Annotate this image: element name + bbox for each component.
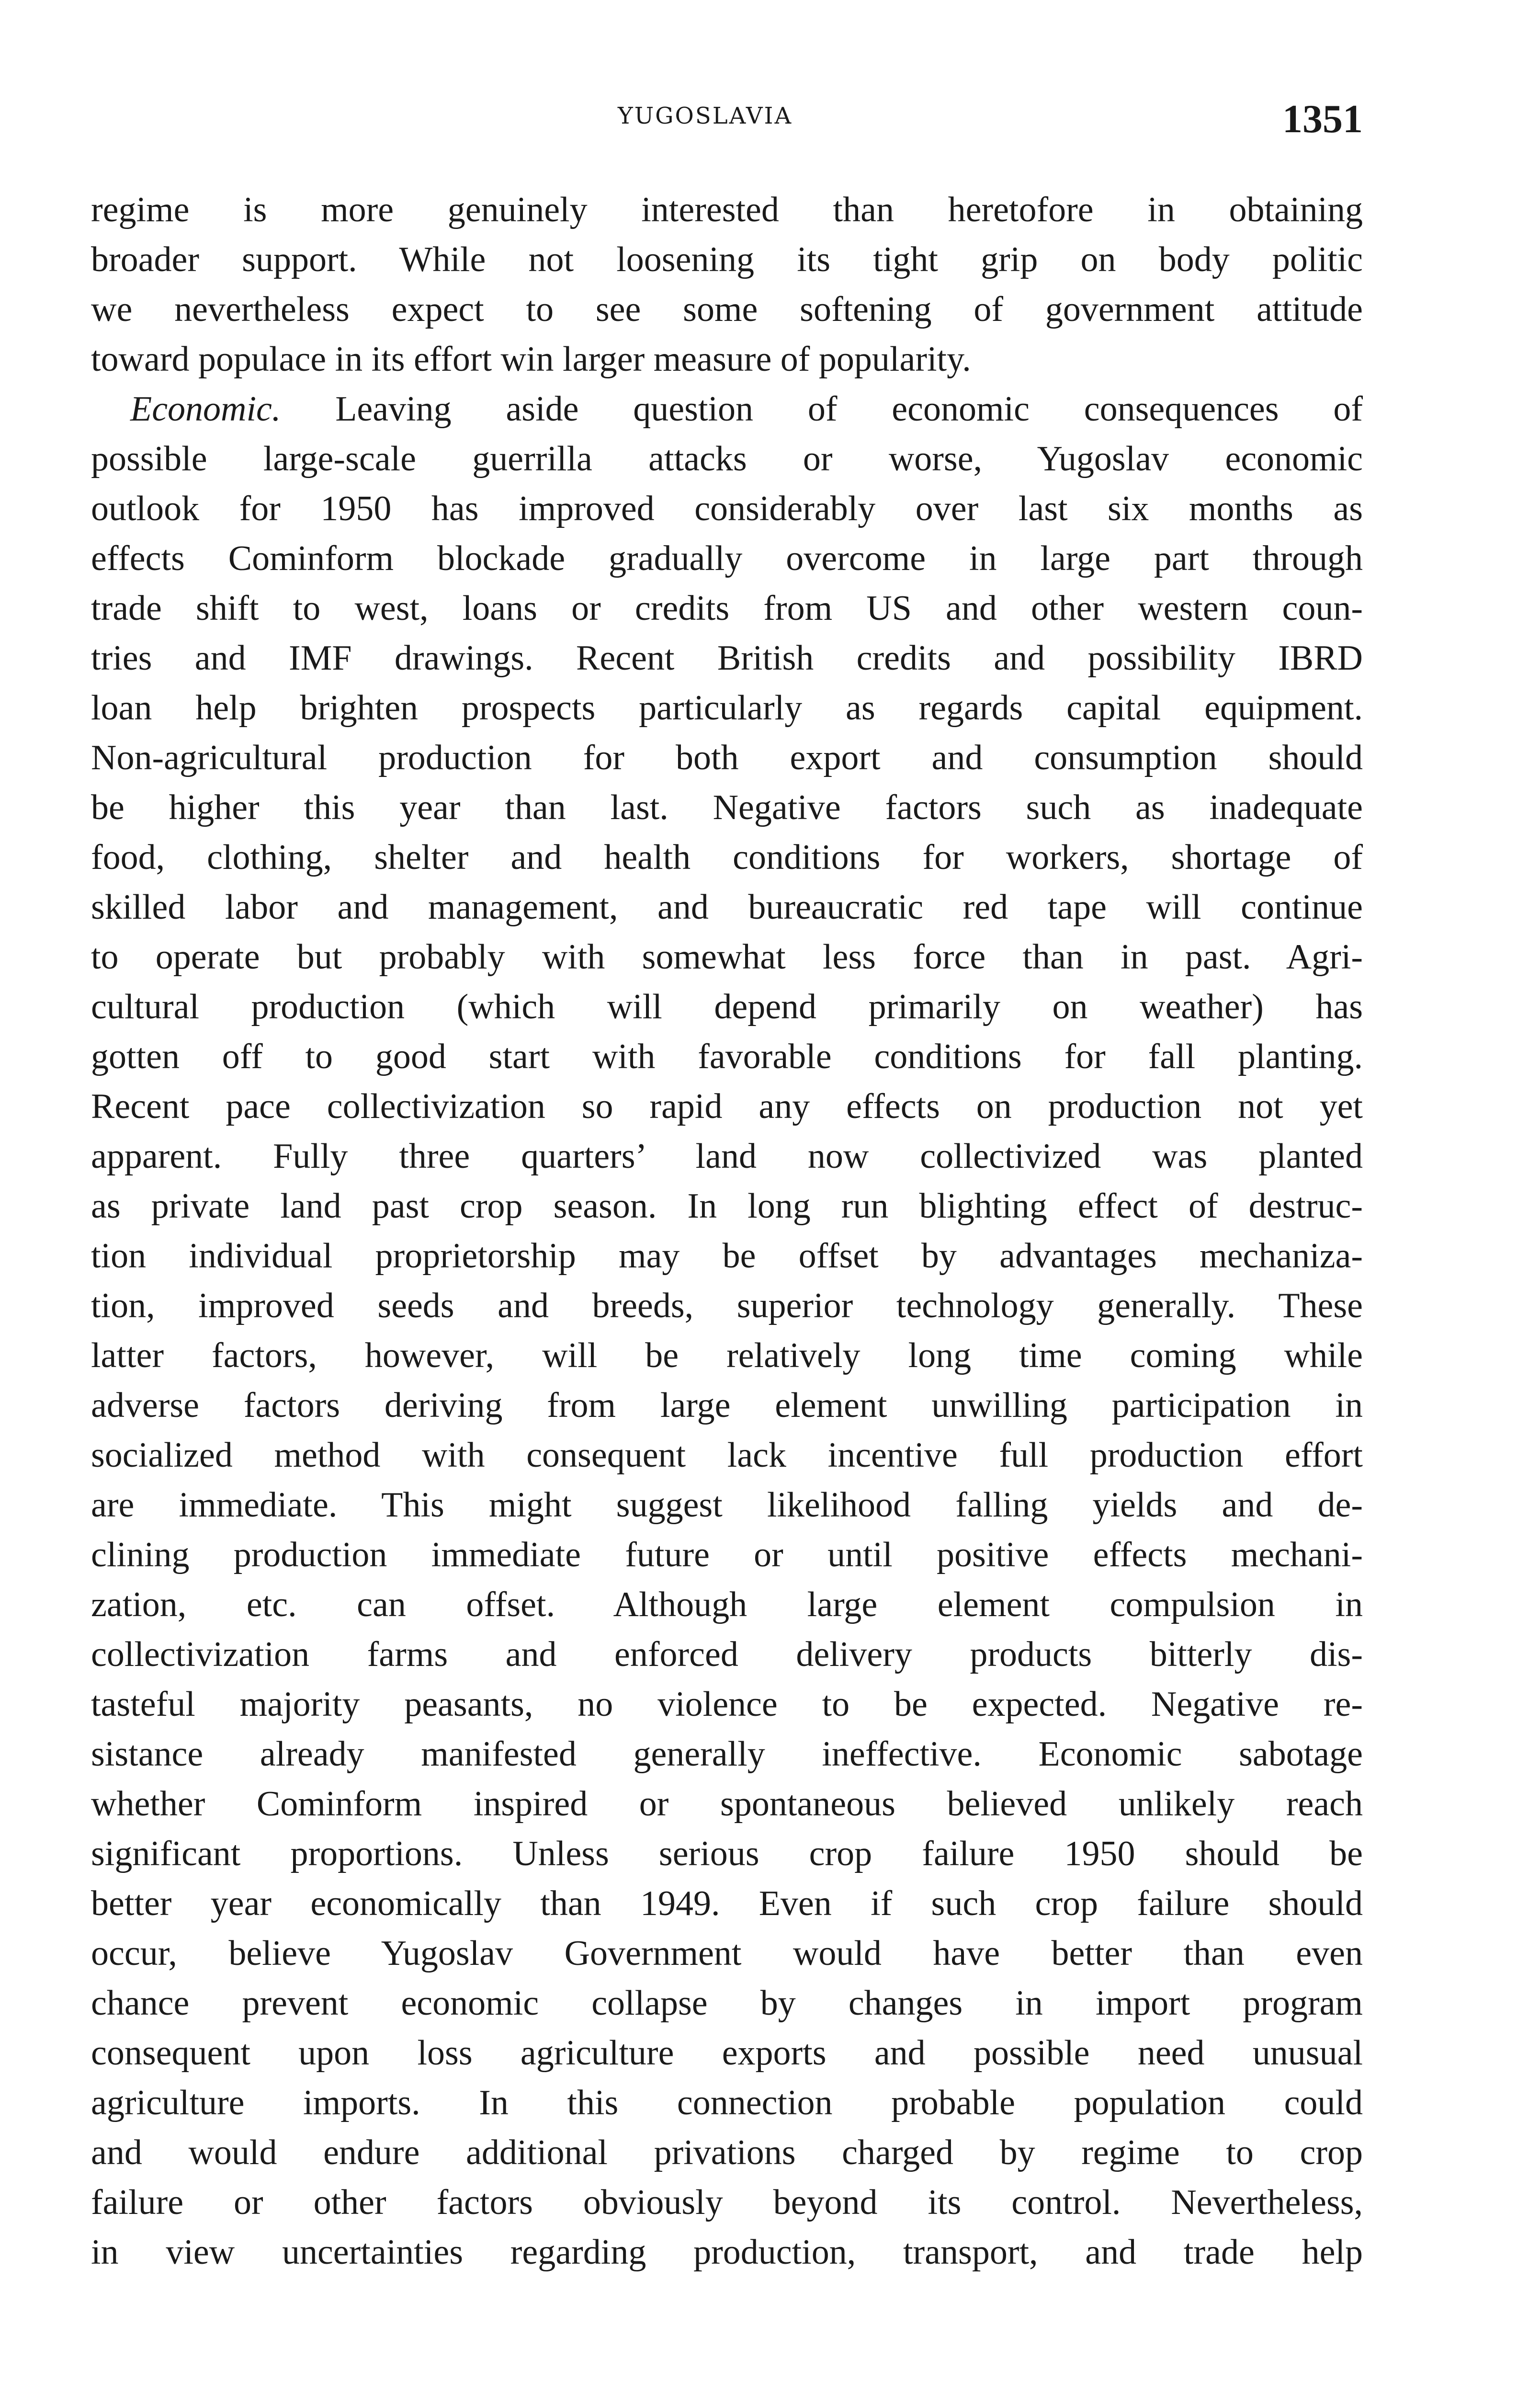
text-line: regime is more genuinely interested than heretofore in obtaining [91, 190, 1363, 229]
page-number: 1351 [1282, 97, 1363, 141]
text-line: to operate but probably with somewhat less force than in past. Agri- [91, 937, 1363, 977]
running-title: YUGOSLAVIA [618, 103, 793, 129]
text-line: tasteful majority peasants, no violence to be expected. Negative re- [91, 1685, 1363, 1724]
text-line: possible large-scale guerrilla attacks or worse, Yugoslav economic [91, 439, 1363, 479]
text-line: we nevertheless expect to see some softening of government attitude [91, 290, 1363, 329]
text-line: occur, believe Yugoslav Government would have better than even [91, 1934, 1363, 1973]
text-line: are immediate. This might suggest likelihood falling yields and de- [91, 1485, 1363, 1525]
text-line: tion, improved seeds and breeds, superior technology generally. These [91, 1286, 1363, 1325]
text-line: skilled labor and management, and bureaucratic red tape will continue [91, 888, 1363, 927]
text-line: as private land past crop season. In long run blighting effect of destruc- [91, 1186, 1363, 1226]
text-line: trade shift to west, loans or credits from US and other western coun- [91, 589, 1363, 628]
text-line: be higher this year than last. Negative factors such as inadequate [91, 788, 1363, 827]
text-line: zation, etc. can offset. Although large element compulsion in [91, 1585, 1363, 1624]
text-line: toward populace in its effort win larger measure of popularity. [91, 340, 971, 379]
text-line: agriculture imports. In this connection probable population could [91, 2083, 1363, 2122]
text-line: latter factors, however, will be relatively long time coming while [91, 1336, 1363, 1375]
economic-heading: Economic. [130, 389, 281, 429]
text-line: broader support. While not loosening its tight grip on body politic [91, 240, 1363, 279]
text-line: and would endure additional privations charged by regime to crop [91, 2133, 1363, 2172]
text-line: Recent pace collectivization so rapid any effects on production not yet [91, 1087, 1363, 1126]
text-line: outlook for 1950 has improved considerably over last six months as [91, 489, 1363, 528]
economic-paragraph-start [91, 384, 1363, 434]
text-line: whether Cominform inspired or spontaneous believed unlikely reach [91, 1784, 1363, 1824]
text-line: tion individual proprietorship may be offset by advantages mechaniza- [91, 1236, 1363, 1276]
page-header [0, 97, 1540, 144]
text-line: socialized method with consequent lack incentive full production effort [91, 1436, 1363, 1475]
text-line: loan help brighten prospects particularly as regards capital equipment. [91, 688, 1363, 728]
text-line: collectivization farms and enforced delivery products bitterly dis- [91, 1635, 1363, 1674]
text-line: tries and IMF drawings. Recent British credits and possibility IBRD [91, 639, 1363, 678]
text-line: Non-agricultural production for both export and consumption should [91, 738, 1363, 777]
text-line: clining production immediate future or until positive effects mechani- [91, 1535, 1363, 1574]
text-line: food, clothing, shelter and health conditions for workers, shortage of [91, 838, 1363, 877]
text-line: Leaving aside question of economic consequences of [335, 389, 1363, 429]
text-line: gotten off to good start with favorable conditions for fall planting. [91, 1037, 1363, 1076]
text-line: consequent upon loss agriculture exports and possible need unusual [91, 2033, 1363, 2073]
text-line: adverse factors deriving from large element unwilling participation in [91, 1386, 1363, 1425]
text-line: apparent. Fully three quarters’ land now collectivized was planted [91, 1137, 1363, 1176]
text-line: sistance already manifested generally ineffective. Economic sabotage [91, 1734, 1363, 1774]
text-line: effects Cominform blockade gradually overcome in large part through [91, 539, 1363, 578]
text-line: failure or other factors obviously beyond its control. Nevertheless, [91, 2183, 1363, 2222]
text-line: chance prevent economic collapse by changes in import program [91, 1984, 1363, 2023]
text-line: cultural production (which will depend primarily on weather) has [91, 987, 1363, 1026]
text-line: significant proportions. Unless serious crop failure 1950 should be [91, 1834, 1363, 1873]
body-text [91, 185, 1363, 2277]
text-line: in view uncertainties regarding production, transport, and trade help [91, 2233, 1363, 2272]
text-line: better year economically than 1949. Even if such crop failure should [91, 1884, 1363, 1923]
